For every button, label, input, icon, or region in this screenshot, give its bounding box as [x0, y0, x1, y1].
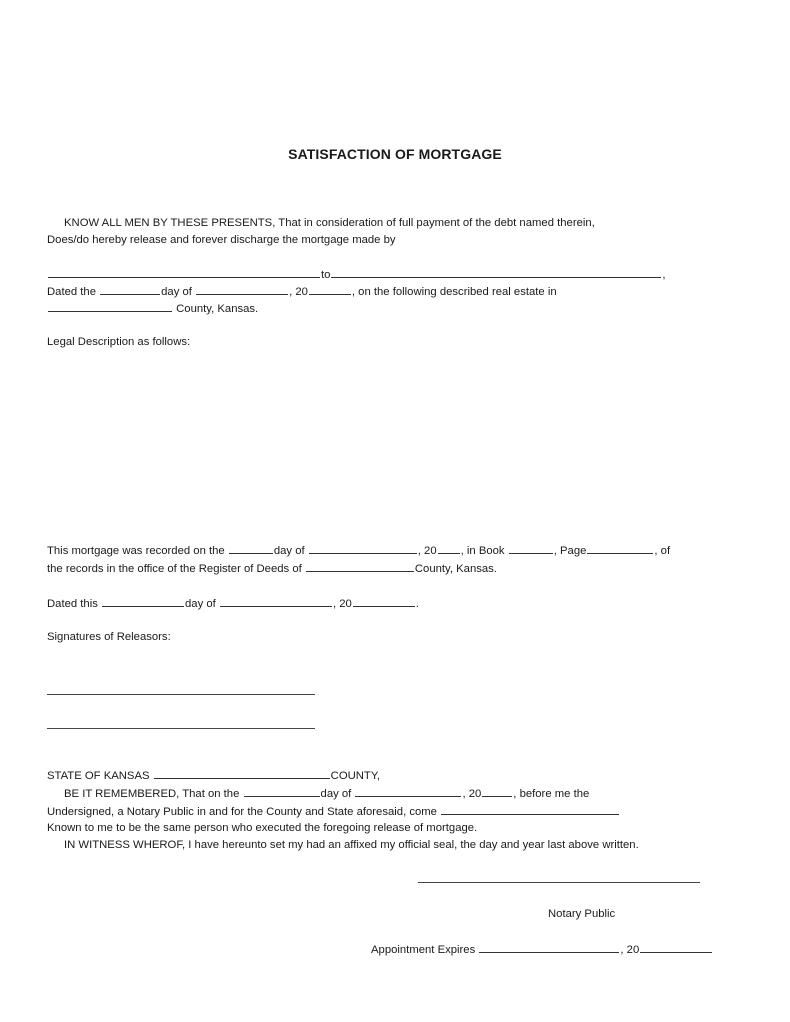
remembered-year-blank[interactable] [482, 786, 512, 797]
state-of-kansas-label: STATE OF KANSAS [47, 770, 150, 782]
recorded-line-1 [47, 543, 670, 558]
signatures-label: Signatures of Releasors: [47, 631, 171, 643]
book-blank[interactable] [509, 543, 553, 554]
notary-county-blank[interactable] [154, 768, 330, 779]
year-prefix: , 20 [620, 944, 640, 956]
period: . [415, 598, 419, 610]
intro-line-1: KNOW ALL MEN BY THESE PRESENTS, That in consideration of full payment of the debt named therein, [64, 217, 595, 229]
year-prefix: , 20 [332, 598, 352, 610]
dated-rest: , on the following described real estate in [351, 286, 557, 298]
document-title: SATISFACTION OF MORTGAGE [288, 146, 502, 162]
in-book-label: , in Book [460, 545, 505, 557]
month-blank[interactable] [196, 284, 288, 295]
register-of-deeds-label: the records in the office of the Register of Deeds of [47, 563, 302, 575]
year-prefix: , 20 [462, 788, 482, 800]
year-prefix: , 20 [417, 545, 437, 557]
dated-this-label: Dated this [47, 598, 98, 610]
undersigned-line [47, 804, 620, 819]
recorded-label: This mortgage was recorded on the [47, 545, 225, 557]
notary-signature-line[interactable] [418, 882, 700, 883]
of-label: , of [654, 545, 671, 557]
remembered-label: BE IT REMEMBERED, That on the [64, 788, 240, 800]
day-of-label: day of [161, 286, 192, 298]
mortgagor-blank[interactable] [48, 267, 320, 278]
dated-this-month-blank[interactable] [220, 596, 332, 607]
recorded-year-blank[interactable] [438, 543, 460, 554]
remembered-month-blank[interactable] [355, 786, 461, 797]
appointment-expires-line [371, 942, 713, 957]
witness-line: IN WITNESS WHEROF, I have hereunto set my had an affixed my official seal, the day and year last above written. [64, 839, 639, 851]
day-blank[interactable] [100, 284, 160, 295]
dated-this-line [47, 596, 419, 611]
comma: , [662, 269, 666, 281]
page-label: , Page [553, 545, 587, 557]
appointment-date-blank[interactable] [479, 942, 619, 953]
undersigned-label: Undersigned, a Notary Public in and for the County and State aforesaid, come [47, 806, 437, 818]
mortgagee-blank[interactable] [331, 267, 661, 278]
legal-description-label: Legal Description as follows: [47, 336, 191, 348]
notary-public-label: Notary Public [548, 908, 616, 920]
appearing-person-blank[interactable] [441, 804, 619, 815]
to-label: to [321, 269, 331, 281]
intro-line-2: Does/do hereby release and forever discharge the mortgage made by [47, 234, 396, 246]
year-prefix: , 20 [289, 286, 308, 298]
page-blank[interactable] [587, 543, 653, 554]
releasor-signature-line-1[interactable] [47, 694, 315, 695]
year-blank[interactable] [309, 284, 351, 295]
dated-this-year-blank[interactable] [353, 596, 415, 607]
appointment-year-blank[interactable] [640, 942, 712, 953]
legal-description-area[interactable] [47, 355, 737, 535]
county-kansas-label: County, Kansas. [414, 563, 497, 575]
before-me-label: , before me the [513, 788, 590, 800]
dated-the-label: Dated the [47, 286, 96, 298]
county-label: COUNTY, [330, 770, 381, 782]
day-of-label: day of [185, 598, 216, 610]
county-kansas-label: County, Kansas. [176, 303, 259, 315]
recorded-month-blank[interactable] [309, 543, 417, 554]
remembered-line [64, 786, 589, 801]
known-line: Known to me to be the same person who executed the foregoing release of mortgage. [47, 822, 478, 834]
releasor-signature-line-2[interactable] [47, 728, 315, 729]
recorded-day-blank[interactable] [229, 543, 273, 554]
appointment-expires-label: Appointment Expires [371, 944, 476, 956]
day-of-label: day of [320, 788, 352, 800]
dated-line [47, 284, 557, 299]
parties-line [47, 267, 666, 282]
day-of-label: day of [273, 545, 305, 557]
county-line [47, 301, 258, 316]
dated-this-day-blank[interactable] [102, 596, 184, 607]
recorded-line-2 [47, 561, 497, 576]
county-blank[interactable] [48, 301, 172, 312]
register-county-blank[interactable] [306, 561, 414, 572]
remembered-day-blank[interactable] [244, 786, 320, 797]
state-county-line [47, 768, 380, 783]
